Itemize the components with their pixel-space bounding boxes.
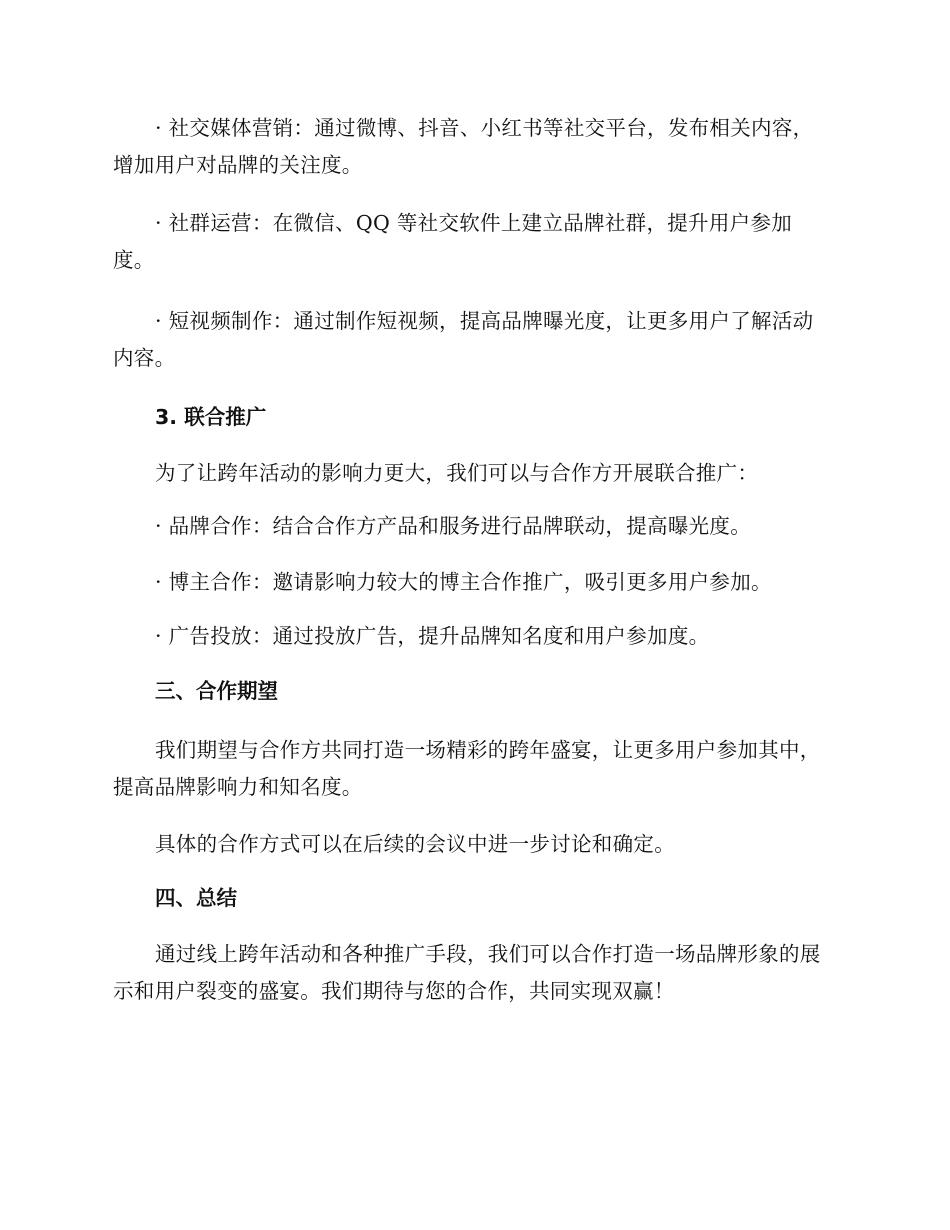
paragraph-advertising: · 广告投放：通过投放广告，提升品牌知名度和用户参加度。 (155, 624, 710, 648)
heading-cooperation-expectation: 三、合作期望 (155, 679, 278, 703)
heading-joint-promotion: 3. 联合推广 (155, 405, 267, 429)
paragraph-expectation-body: 我们期望与合作方共同打造一场精彩的跨年盛宴，让更多用户参加其中，提高品牌影响力和知名度。 (113, 738, 821, 799)
paragraph-short-video: · 短视频制作：通过制作短视频，提高品牌曝光度，让更多用户了解活动内容。 (113, 309, 814, 370)
paragraph-brand-cooperation: · 品牌合作：结合合作方产品和服务进行品牌联动，提高曝光度。 (155, 514, 752, 538)
paragraph-joint-promotion-intro: 为了让跨年活动的影响力更大，我们可以与合作方开展联合推广： (155, 461, 759, 485)
paragraph-community-operation: · 社群运营：在微信、QQ 等社交软件上建立品牌社群，提升用户参加度。 (113, 211, 793, 272)
paragraph-social-media-marketing: · 社交媒体营销：通过微博、抖音、小红书等社交平台，发布相关内容，增加用户对品牌的关注度。 (113, 116, 814, 177)
heading-summary: 四、总结 (155, 886, 237, 910)
paragraph-cooperation-method: 具体的合作方式可以在后续的会议中进一步讨论和确定。 (155, 832, 675, 856)
paragraph-blogger-cooperation: · 博主合作：邀请影响力较大的博主合作推广，吸引更多用户参加。 (155, 570, 772, 594)
paragraph-summary-body: 通过线上跨年活动和各种推广手段，我们可以合作打造一场品牌形象的展示和用户裂变的盛宴。我们期待与您的合作，共同实现双赢！ (113, 942, 821, 1003)
